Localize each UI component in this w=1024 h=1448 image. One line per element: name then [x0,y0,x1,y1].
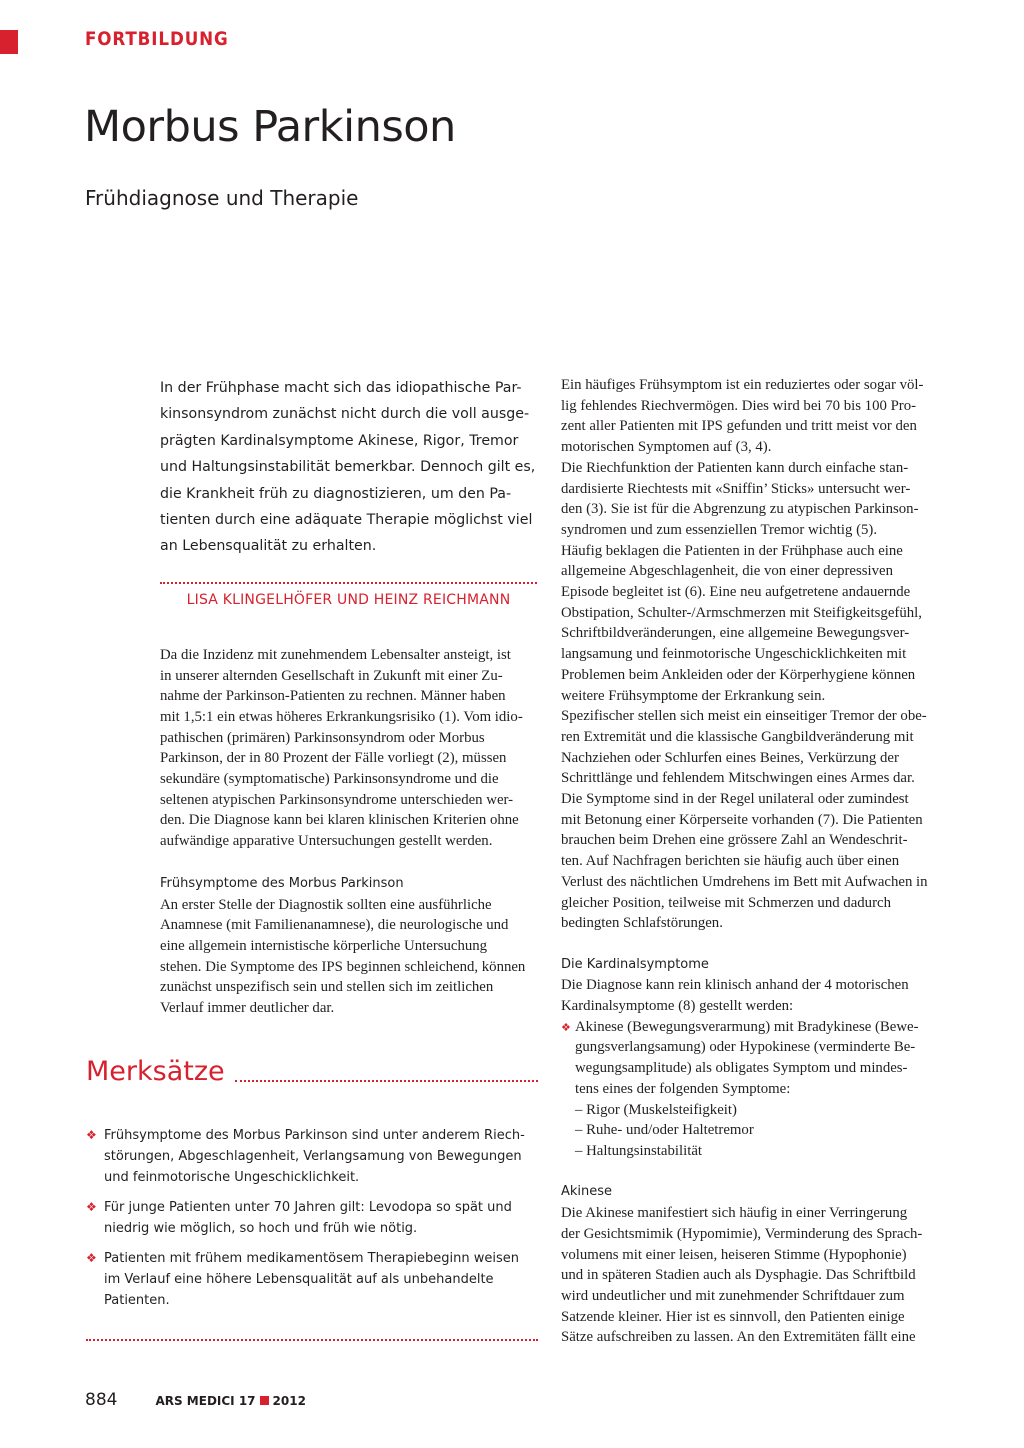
body-line: langsamung und feinmotorische Ungeschicklichkeiten mit [561,646,907,663]
lead-paragraph [160,375,537,560]
merksaetze-box [86,1057,538,1320]
lead-line: an Lebensqualität zu erhalten. [160,538,377,555]
body-line: Die Akinese manifestiert sich häufig in einer Verringerung [561,1205,908,1222]
bullet-line: gungsverlangsamung) oder Hypokinese (verminderte Be- [575,1039,916,1056]
body-line: ren Extremität und die klassische Gangbildveränderung mit [561,728,914,745]
body-line: mit Betonung einer Körperseite vorhanden (7). Die Patienten [561,811,923,828]
body-line: dardisierte Riechtests mit «Sniffin’ Sticks» untersucht wer- [561,480,911,497]
merksaetze-title: Merksätze [86,1056,225,1087]
lead-line: kinsonsyndrom zunächst nicht durch die voll ausge- [160,406,530,423]
merksaetze-list [86,1125,538,1311]
body-line: lig fehlendes Riechvermögen. Dies wird bei 70 bis 100 Pro- [561,397,917,414]
journal-name: ARS MEDICI 17 [155,1394,256,1408]
diamond-bullet-icon: ❖ [86,1128,97,1142]
body-line: aufwändige apparative Untersuchungen gestellt werden. [160,833,493,850]
subheading-kardinalsymptome: Die Kardinalsymptome [561,956,709,972]
body-line: Verlauf immer deutlicher dar. [160,1000,335,1017]
lead-line: In der Frühphase macht sich das idiopathische Par- [160,380,522,396]
body-line: Da die Inzidenz mit zunehmendem Lebensalter ansteigt, ist [160,646,511,663]
body-line: wird undeutlicher und mit zunehmender Schriftdauer zum [561,1287,905,1304]
lead-line: die Krankheit früh zu diagnostizieren, um den Pa- [160,485,512,502]
merksatz-text: Frühsymptome des Morbus Parkinson sind unter anderem Riech-störungen, Abgeschlagenheit, Verlangsamung von Bewegungen und feinmotorische Ungeschicklichkeit. [104,1128,525,1185]
body-line: sekundäre (symptomatische) Parkinsonsyndrome und die [160,771,499,788]
body-line: brauchen beim Drehen eine grössere Zahl an Wendeschrit- [561,832,908,849]
lead-line: tienten durch eine adäquate Therapie möglichst viel [160,512,533,529]
article-subtitle: Frühdiagnose und Therapie [85,186,359,210]
body-line: Nachziehen oder Schlurfen eines Beines, Verkürzung der [561,749,899,766]
journal-year: 2012 [272,1394,306,1408]
dotted-divider [86,1339,538,1341]
body-line: eine allgemein internistische körperliche Untersuchung [160,937,488,954]
list-item [86,1125,538,1188]
body-line: zunächst unspezifisch sein und stellen sich im zeitlichen [160,979,494,996]
bullet-line: wegungsamplitude) als obligates Symptom und mindes- [575,1060,908,1077]
list-item [561,1017,938,1100]
diamond-bullet-icon: ❖ [561,1021,571,1034]
symptom-list [561,1017,938,1100]
body-line: Ein häufiges Frühsymptom ist ein reduziertes oder sogar völ- [561,377,924,393]
body-line: Häufig beklagen die Patienten in der Frühphase auch eine [561,542,903,559]
lead-line: und Haltungsinstabilität bemerkbar. Dennoch gilt es, [160,459,536,476]
body-line: weitere Frühsymptome der Erkrankung sein. [561,687,826,704]
authors: LISA KLINGELHÖFER UND HEINZ REICHMANN [186,591,511,608]
body-line: motorischen Symptomen auf (3, 4). [561,439,772,456]
body-line: syndromen und zum essenziellen Tremor wichtig (5). [561,521,878,538]
bullet-line: tens eines der folgenden Symptome: [575,1080,791,1097]
intro-paragraph [160,645,537,852]
sub-item: – Haltungsinstabilität [575,1143,702,1159]
body-line: pathischen (primären) Parkinsonsyndrom oder Morbus [160,729,485,746]
body-line: Anamnese (mit Familienanamnese), die neurologische und [160,917,509,934]
list-item [86,1197,538,1239]
body-line: Die Diagnose kann rein klinisch anhand der 4 motorischen [561,977,909,994]
body-line: seltenen atypischen Parkinsonsyndrome unterschieden wer- [160,791,514,808]
body-line: Satzende kleiner. Hier ist es sinnvoll, den Patienten einige [561,1308,905,1325]
list-item [86,1248,538,1311]
footer-square-icon [260,1396,269,1405]
body-line: mit 1,5:1 ein etwas höheres Erkrankungsrisiko (1). Vom idio- [160,708,523,725]
sub-item: – Ruhe- und/oder Haltetremor [575,1122,754,1139]
body-line: Die Symptome sind in der Regel unilateral oder zumindest [561,791,909,808]
diamond-bullet-icon: ❖ [86,1251,97,1265]
page-footer [85,1390,306,1410]
body-line: gleicher Position, teilweise mit Schmerzen und dadurch [561,894,891,911]
section-label: FORTBILDUNG [85,28,229,50]
right-column [561,375,938,1348]
diamond-bullet-icon: ❖ [86,1200,97,1214]
body-line: den (3). Sie ist für die Abgrenzung zu atypischen Parkinson- [561,501,919,518]
article-title: Morbus Parkinson [84,102,456,152]
subheading-fruehsymptome: Frühsymptome des Morbus Parkinson [160,875,404,891]
body-line: Sätze aufschreiben zu lassen. An den Extremitäten fällt eine [561,1329,916,1346]
body-line: Die Riechfunktion der Patienten kann durch einfache stan- [561,459,909,476]
body-line: ten. Auf Nachfragen berichten sie häufig auch über einen [561,853,900,870]
dotted-leader [235,1080,538,1082]
lead-line: prägten Kardinalsymptome Akinese, Rigor, Tremor [160,432,519,449]
body-line: in unserer alternden Gesellschaft in Zukunft mit einer Zu- [160,667,503,684]
bullet-line: Akinese (Bewegungsverarmung) mit Bradykinese (Bewe- [575,1018,919,1035]
body-line: volumens mit einer leisen, heiseren Stimme (Hypophonie) [561,1246,907,1263]
body-line: allgemeine Abgeschlagenheit, die von einer depressiven [561,563,893,580]
body-line: der Gesichtsmimik (Hypomimie), Verminderung des Sprach- [561,1225,923,1242]
authors-block [160,582,537,608]
sub-item: – Rigor (Muskelsteifigkeit) [575,1101,737,1118]
body-line: An erster Stelle der Diagnostik sollten eine ausführliche [160,896,492,913]
merksatz-text: Für junge Patienten unter 70 Jahren gilt: Levodopa so spät und niedrig wie möglich, so hoch und früh wie nötig. [104,1200,512,1236]
body-line: Kardinalsymptome (8) gestellt werden: [561,998,794,1015]
body-line: zent aller Patienten mit IPS gefunden und tritt meist vor den [561,418,917,435]
body-line: Parkinson, der in 80 Prozent der Fälle vorliegt (2), müssen [160,750,507,767]
subheading-akinese: Akinese [561,1184,613,1200]
body-line: bedingten Schlafstörungen. [561,915,723,932]
page-number: 884 [85,1390,118,1410]
left-column [160,375,537,1019]
merksaetze-header [86,1057,538,1087]
body-line: Spezifischer stellen sich meist ein einseitiger Tremor der obe- [561,708,927,725]
body-line: Schriftbildveränderungen, eine allgemeine Bewegungsver- [561,625,910,642]
body-line: Episode begleitet ist (6). Eine neu aufgetretene andauernde [561,584,911,601]
paragraph-diagnostik [160,895,537,1019]
section-marker [0,30,18,54]
body-line: und in späteren Stadien auch als Dysphagie. Das Schriftbild [561,1267,916,1284]
body-line: Verlust des nächtlichen Umdrehens im Bett mit Aufwachen in [561,873,928,890]
body-line: Problemen beim Ankleiden oder der Körperhygiene können [561,666,916,683]
body-line: Schrittlänge und fehlendem Mitschwingen eines Armes dar. [561,770,915,787]
body-line: Obstipation, Schulter-/Armschmerzen mit Steifigkeitsgefühl, [561,604,922,621]
body-line: stehen. Die Symptome des IPS beginnen schleichend, können [160,958,526,975]
body-line: nahme der Parkinson-Patienten zu rechnen. Männer haben [160,688,506,705]
merksatz-text: Patienten mit frühem medikamentösem Therapiebeginn weisen im Verlauf eine höhere Lebensqualität auf als unbehandelte Patienten. [104,1251,519,1308]
body-line: den. Die Diagnose kann bei klaren klinischen Kriterien ohne [160,812,519,829]
